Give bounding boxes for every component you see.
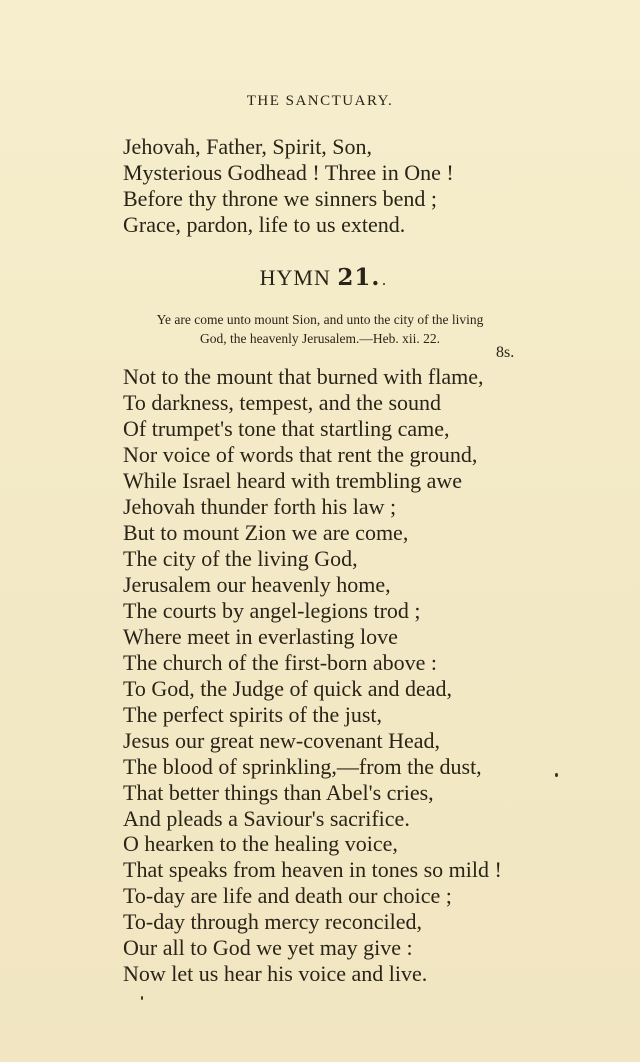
verse-line: Not to the mount that burned with flame, [123, 364, 484, 389]
verse-line: But to mount Zion we are come, [123, 520, 409, 545]
hymn-label: HYMN [259, 265, 331, 290]
verse-line: Grace, pardon, life to us extend. [123, 212, 406, 237]
verse-line: To God, the Judge of quick and dead, [123, 676, 452, 701]
ink-speck [141, 996, 143, 1000]
verse-line: Jehovah thunder forth his law ; [123, 494, 397, 519]
verse-line: Jehovah, Father, Spirit, Son, [123, 134, 373, 159]
stanza-3 [123, 676, 482, 832]
stanza-1 [123, 364, 484, 520]
verse-line: Mysterious Godhead ! Three in One ! [123, 160, 454, 185]
verse-line: Where meet in everlasting love [123, 624, 398, 649]
verse-line: Of trumpet's tone that startling came, [123, 416, 450, 441]
verse-line: The perfect spirits of the just, [123, 702, 383, 727]
stanza-4 [123, 831, 502, 987]
stanza-2 [123, 520, 437, 676]
verse-line: Now let us hear his voice and live. [123, 961, 428, 986]
verse-line: The church of the first-born above : [123, 650, 437, 675]
ink-speck [555, 773, 558, 777]
verse-line: O hearken to the healing voice, [123, 831, 398, 856]
verse-line: Before thy throne we sinners bend ; [123, 186, 438, 211]
running-head: THE SANCTUARY. [246, 93, 394, 109]
verse-line: To darkness, tempest, and the sound [123, 390, 442, 415]
verse-line: That better things than Abel's cries, [123, 780, 434, 805]
verse-line: Jesus our great new-covenant Head, [123, 728, 441, 753]
epigraph [0, 310, 640, 348]
verse-line: That speaks from heaven in tones so mild ! [123, 857, 502, 882]
verse-line: Nor voice of words that rent the ground, [123, 442, 478, 467]
meter-label: 8s. [496, 344, 515, 361]
ink-speck [383, 283, 385, 285]
verse-line: The city of the living God, [123, 546, 358, 571]
hymn-title [0, 264, 640, 291]
epigraph-line: Ye are come unto mount Sion, and unto the city of the living [156, 312, 484, 327]
verse-line: The blood of sprinkling,—from the dust, [123, 754, 482, 779]
verse-line: Our all to God we yet may give : [123, 935, 413, 960]
verse-line: The courts by angel-legions trod ; [123, 598, 421, 623]
verse-line: And pleads a Saviour's sacrifice. [123, 806, 410, 831]
hymn-number: 21. [337, 264, 381, 291]
verse-line: To-day through mercy reconciled, [123, 909, 423, 934]
prior-stanza [123, 134, 454, 238]
verse-line: To-day are life and death our choice ; [123, 883, 452, 908]
verse-line: While Israel heard with trembling awe [123, 468, 463, 493]
epigraph-line: God, the heavenly Jerusalem.—Heb. xii. 22. [200, 331, 440, 346]
verse-line: Jerusalem our heavenly home, [123, 572, 391, 597]
